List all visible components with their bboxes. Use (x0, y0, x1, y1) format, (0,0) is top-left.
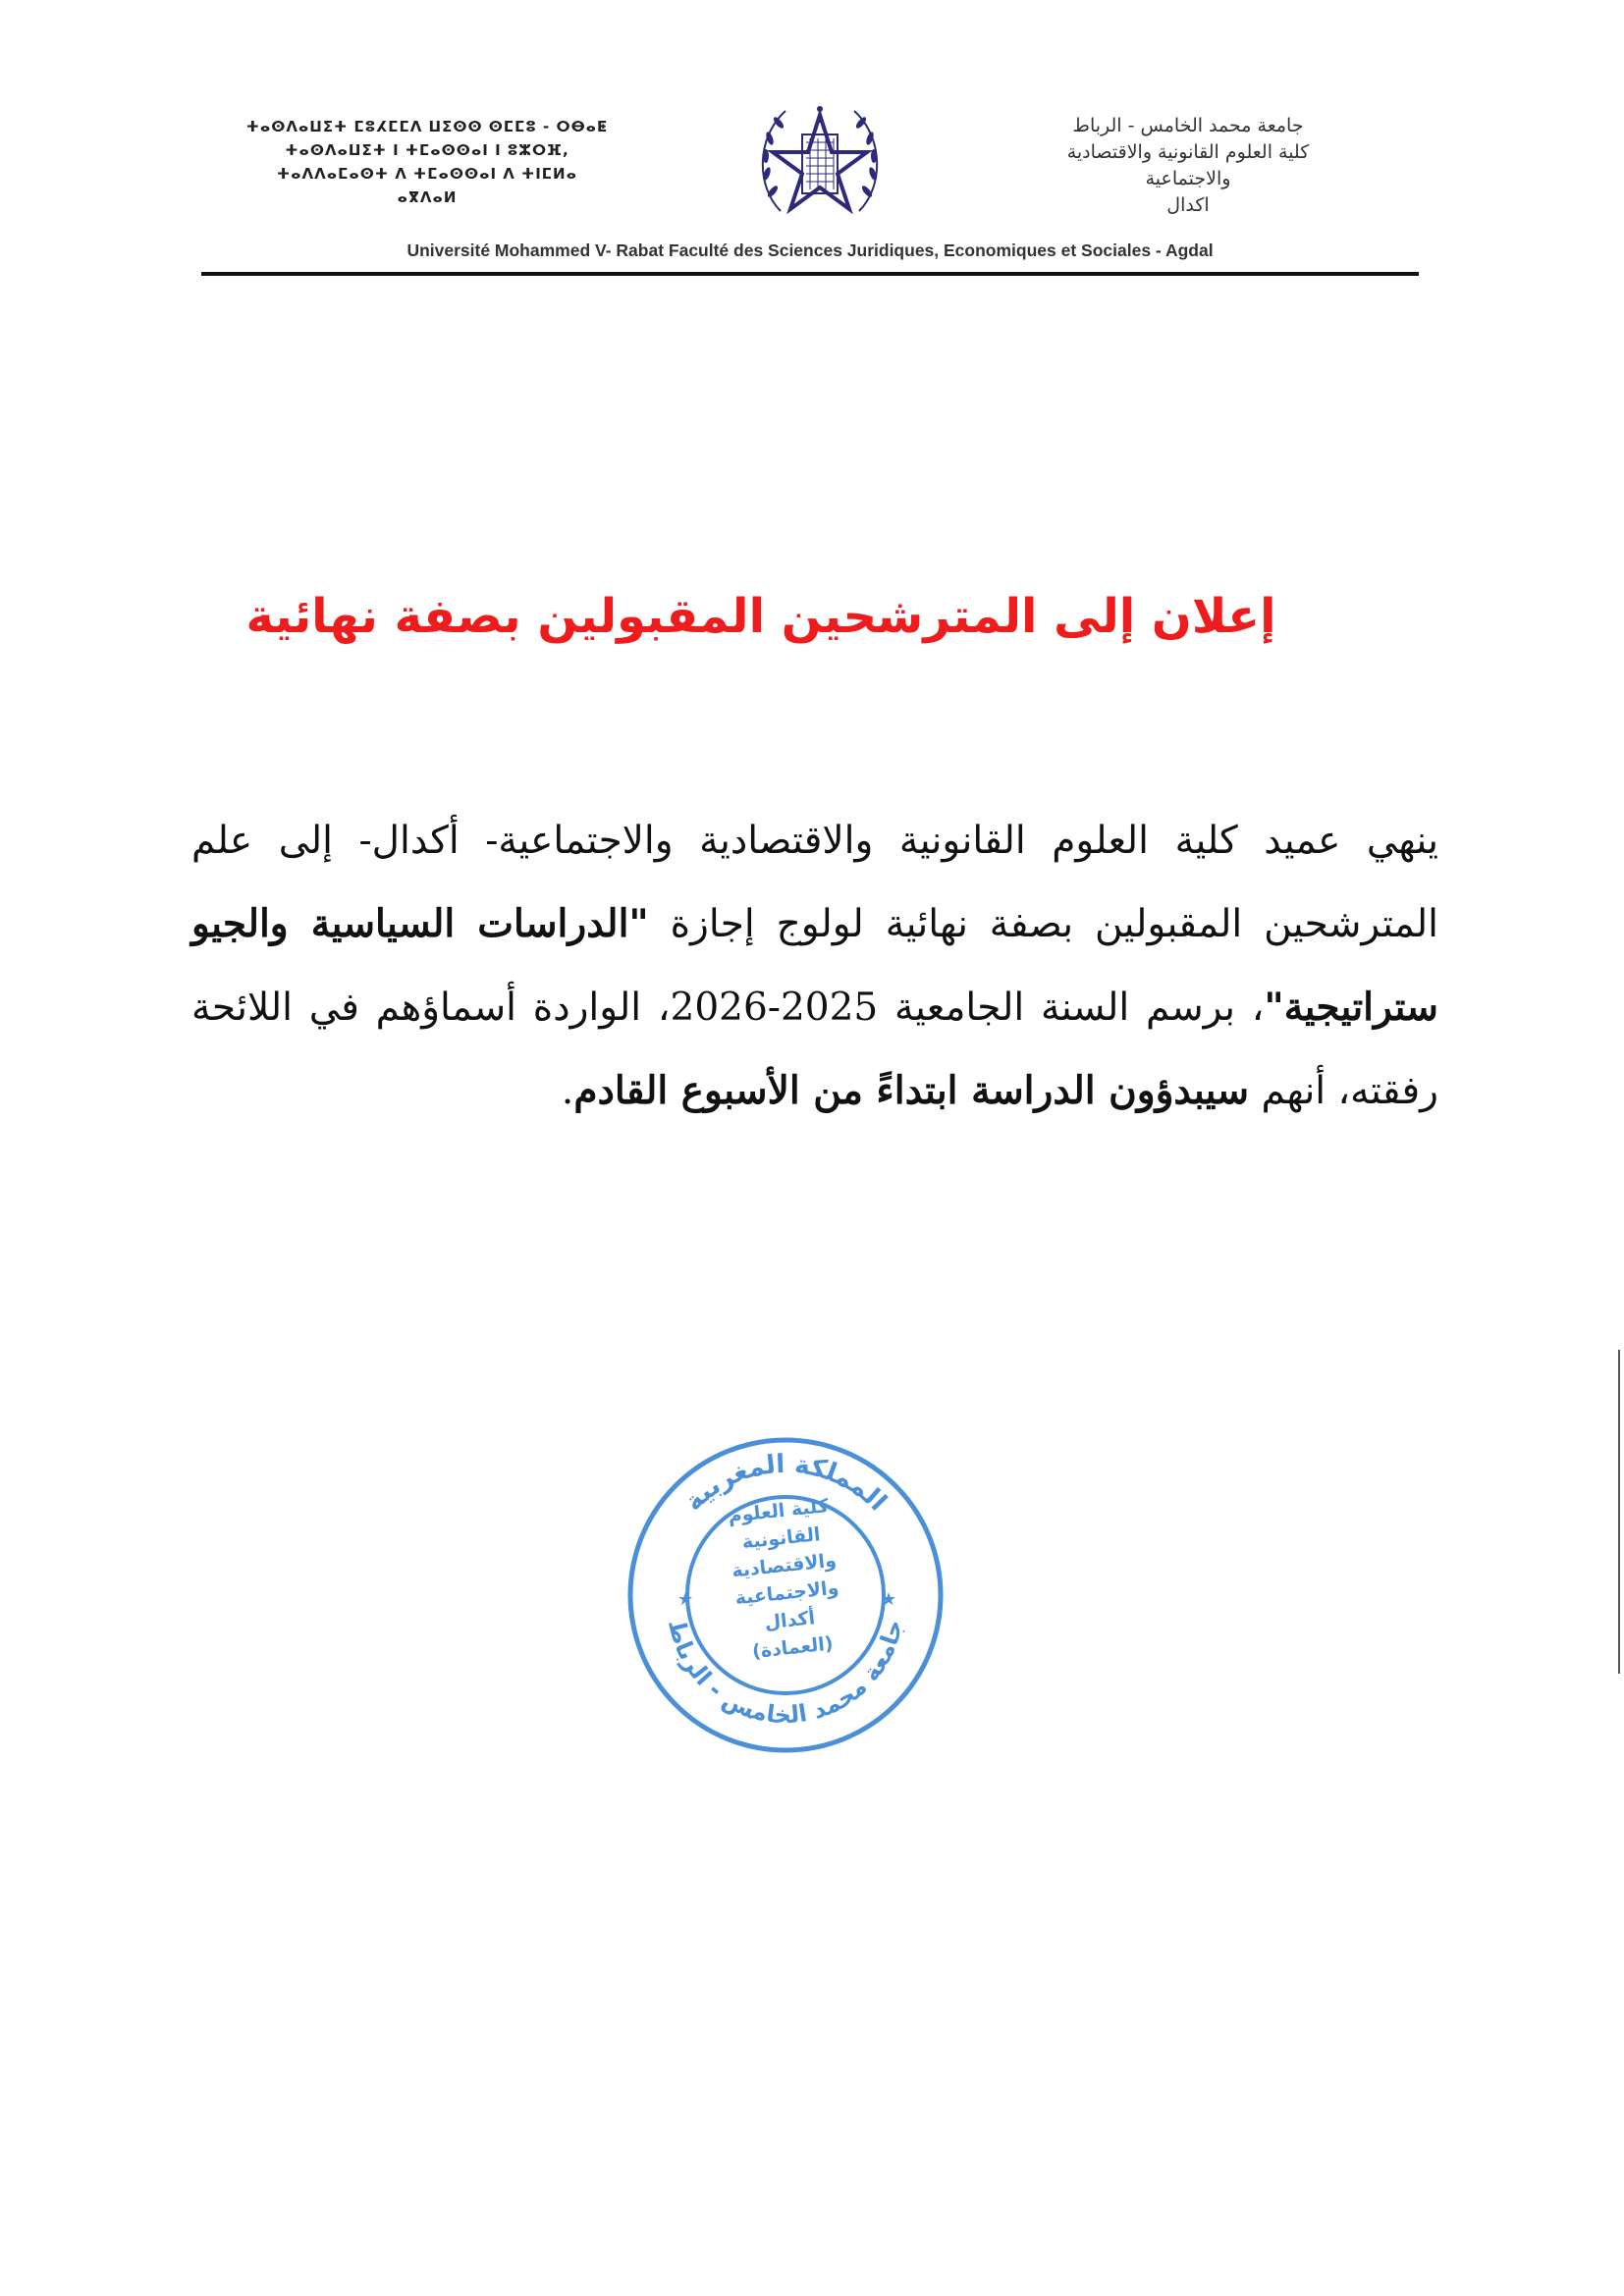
stamp-ring-top: المملكة المغربية (678, 1449, 893, 1518)
stamp-ring-bottom: جامعة محمد الخامس - الرباط (662, 1616, 908, 1730)
stamp-star-icon: ★ (881, 1589, 897, 1610)
letterhead (201, 93, 1419, 280)
stamp-line-2: القانونية (740, 1523, 822, 1554)
announcement-title: إعلان إلى المترشحين المقبولين بصفة نهائية (245, 589, 1276, 644)
french-university-name: Université Mohammed V- Rabat Faculté des Sciences Juridiques, Economiques et Sociales - Agdal (406, 240, 1214, 260)
body-text-2: ، برسم السنة الجامعية 2025-2026، الواردة أسماؤهم في اللائحة رفقته، أنهم (191, 986, 1438, 1113)
tifinagh-line-3: ⵜⴰⴷⴷⴰⵎⴰⵙⵜ ⴷ ⵜⵎⴰⵙⵙⴰⵏ ⴷ ⵜⵏⵎⵍⴰ (277, 165, 577, 183)
tifinagh-line-2: ⵜⴰⵙⴷⴰⵡⵉⵜ ⵏ ⵜⵎⴰⵙⵙⴰⵏ ⵏ ⵓⵣⵔⴼ, (285, 141, 569, 159)
body-program-name: "الدراسات السياسية والجيو ستراتيجية" (191, 901, 1438, 1030)
tifinagh-university-name (231, 115, 623, 209)
arabic-line-4: اكدال (1166, 194, 1210, 216)
tifinagh-line-1: ⵜⴰⵙⴷⴰⵡⵉⵜ ⵎⵓⵃⵎⵎⴷ ⵡⵉⵙⵙ ⵙⵎⵎⵓ - ⵔⴱⴰⵟ (245, 118, 609, 135)
header-divider (201, 272, 1419, 276)
tifinagh-line-4: ⴰⴳⴷⴰⵍ (397, 188, 458, 206)
stamp-line-3: والاقتصادية (731, 1549, 838, 1582)
announcement-body (191, 800, 1438, 1133)
arabic-line-3: والاجتماعية (1145, 168, 1231, 189)
stamp-line-5: أكدال (763, 1607, 817, 1634)
stamp-star-icon: ★ (677, 1589, 694, 1610)
scan-edge-line (1618, 1350, 1620, 1674)
stamp-center-text (689, 1488, 883, 1671)
body-text-1: ينهي عميد كلية العلوم القانونية والاقتصادية والاجتماعية- أكدال- إلى علم المترشحين المقبولين بصفة نهائية لولوج إجازة (191, 819, 1438, 946)
stamp-line-1: كلية العلوم (727, 1495, 830, 1527)
arabic-line-1: جامعة محمد الخامس - الرباط (1072, 115, 1304, 136)
stamp-line-4: والاجتماعية (733, 1576, 840, 1610)
body-text-3: . (561, 1069, 574, 1113)
arabic-university-name (992, 113, 1384, 219)
university-emblem-icon (751, 93, 889, 231)
arabic-line-2: كلية العلوم القانونية والاقتصادية (1066, 141, 1310, 163)
body-start-notice: سيبدؤون الدراسة ابتداءً من الأسبوع القادم (573, 1068, 1250, 1113)
stamp-line-6: (العمادة) (751, 1632, 835, 1663)
